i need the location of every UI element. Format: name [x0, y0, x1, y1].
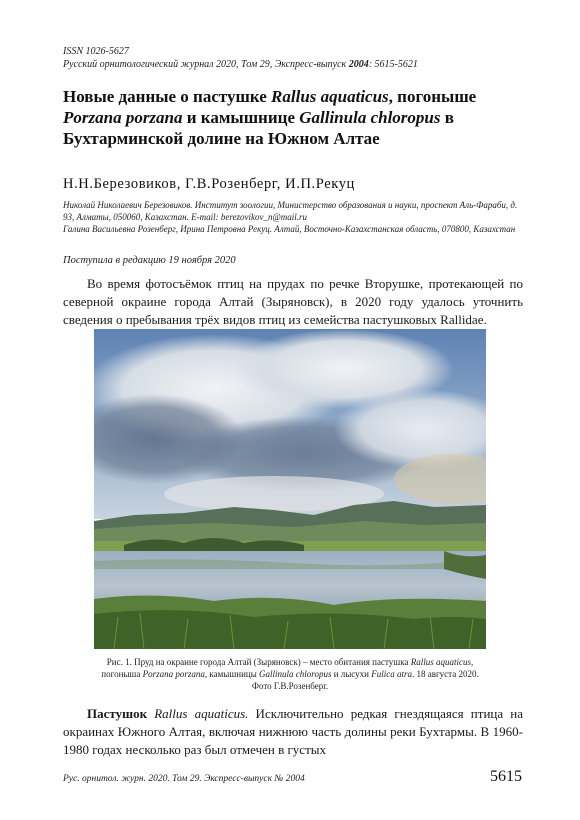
title-part: Новые данные о пастушке	[63, 87, 272, 106]
species-name-bold: Пастушок	[87, 706, 148, 721]
issn-line: ISSN 1026-5627	[63, 46, 129, 57]
footer-citation: Рус. орнитол. журн. 2020. Том 29. Экспресс-выпуск № 2004	[63, 774, 305, 784]
journal-citation-line	[63, 58, 533, 71]
caption-part: , камышницы	[204, 669, 260, 679]
caption-part: , погоныша	[101, 657, 474, 679]
title-part: и камышнице	[182, 108, 300, 127]
title-species-latin: Gallinula chloropus	[299, 108, 441, 127]
journal-pages: : 5615-5621	[368, 59, 418, 70]
pond-landscape-photo	[94, 329, 486, 649]
species-section-paragraph	[63, 705, 523, 759]
caption-part: Рис. 1. Пруд на окраине города Алтай (Зыряновск) – место обитания пастушка	[106, 657, 411, 667]
figure-caption	[94, 656, 486, 692]
intro-paragraph: Во время фотосъёмок птиц на прудах по речке Вторушке, протекающей по северной окраине города Алтай (Зыряновск), в 2020 году удалось уточнить сведения о пребывания трёх видов птиц из семейства пастушковых Rallidae.	[63, 276, 523, 327]
caption-part: . 18 августа 2020. Фото Г.В.Розенберг.	[251, 669, 479, 691]
species-section-text: Исключительно редкая гнездящаяся птица на окраинах Южного Алтая, включая нижнюю часть долины реки Бухтармы. В 1960-1980 годах несколько раз был отмечен в густых	[63, 706, 524, 757]
received-date: Поступила в редакцию 19 ноября 2020	[63, 255, 236, 266]
caption-latin: Gallinula chloropus	[259, 669, 332, 679]
title-part: , погоныше	[388, 87, 477, 106]
caption-part: и лысухи	[331, 669, 372, 679]
affiliation-2: Галина Васильевна Розенберг, Ирина Петровна Рекуц. Алтай, Восточно-Казахстанская область, 070800, Казахстан	[63, 224, 516, 234]
species-latin: Rallus aquaticus.	[154, 706, 249, 721]
title-part: в Бухтарминской долине на Южном Алтае	[63, 108, 454, 148]
journal-header	[63, 45, 533, 71]
article-title	[63, 86, 523, 149]
authors-line: Н.Н.Березовиков, Г.В.Розенберг, И.П.Рекуц	[63, 176, 355, 192]
title-species-latin: Rallus aquaticus	[271, 87, 389, 106]
caption-latin: Rallus aquaticus	[410, 657, 471, 667]
caption-latin: Fulica atra	[371, 669, 412, 679]
caption-latin: Porzana porzana	[142, 669, 205, 679]
journal-citation-prefix: Русский орнитологический журнал 2020, Том 29, Экспресс-выпуск	[63, 59, 349, 70]
issue-number: 2004	[348, 59, 369, 70]
affiliation-1: Николай Николаевич Березовиков. Институт зоологии, Министерство образования и науки, проспект Аль-Фараби, д. 93, Алматы, 050060, Казахстан. E-mail: berezovikov_n@mail.ru	[63, 200, 518, 222]
page-number: 5615	[490, 768, 522, 785]
title-species-latin: Porzana porzana	[63, 108, 183, 127]
affiliations	[63, 199, 523, 235]
